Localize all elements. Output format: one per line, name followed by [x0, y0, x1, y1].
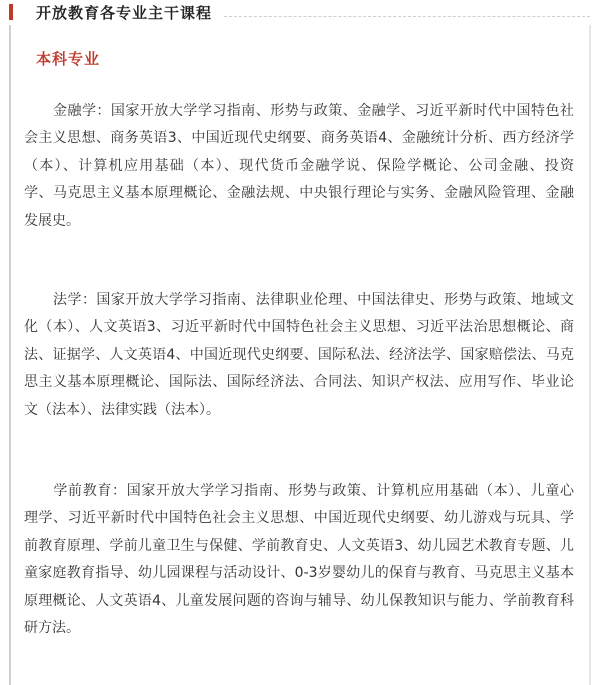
title-accent-mark [9, 4, 13, 20]
paragraph-line: 化（本）、人文英语3、习近平新时代中国特色社会主义思想、习近平法治思想概论、商 [24, 319, 574, 336]
paragraph-line: 学前教育：国家开放大学学习指南、形势与政策、计算机应用基础（本）、儿童心 [24, 483, 574, 499]
paragraph-line: 学、马克思主义基本原理概论、金融法规、中央银行理论与实务、金融风险管理、金融 [24, 185, 574, 202]
page-title: 开放教育各专业主干课程 [36, 4, 213, 22]
paragraph-preschool-education [24, 478, 574, 642]
header-divider [224, 16, 590, 17]
paragraph-line: 思主义基本原理概论、国际法、国际经济法、合同法、知识产权法、应用写作、毕业论 [24, 374, 574, 391]
paragraph-finance [24, 98, 574, 235]
paragraph-line: 法、证据学、人文英语4、中国近现代史纲要、国际私法、经济法学、国家赔偿法、马克 [24, 346, 574, 363]
paragraph-law [24, 287, 574, 424]
paragraph-line: 发展史。 [24, 212, 80, 229]
paragraph-line: 金融学：国家开放大学学习指南、形势与政策、金融学、习近平新时代中国特色社 [24, 103, 574, 119]
section-title: 本科专业 [36, 50, 101, 68]
paragraph-line: 理学、习近平新时代中国特色社会主义思想、中国近现代史纲要、幼儿游戏与玩具、学 [24, 510, 574, 527]
paragraph-line: （本）、计算机应用基础（本）、现代货币金融学说、保险学概论、公司金融、投资 [24, 157, 574, 174]
paragraph-line: 文（法本）、法律实践（法本）。 [24, 401, 220, 418]
paragraph-line: 法学：国家开放大学学习指南、法律职业伦理、中国法律史、形势与政策、地域文 [24, 292, 574, 308]
paragraph-line: 原理概论、人文英语4、儿童发展问题的咨询与辅导、幼儿保教知识与能力、学前教育科 [24, 592, 574, 609]
paragraph-line: 前教育原理、学前儿童卫生与保健、学前教育史、人文英语3、幼儿园艺术教育专题、儿 [24, 537, 574, 554]
paragraph-line: 童家庭教育指导、幼儿园课程与活动设计、0-3岁婴幼儿的保育与教育、马克思主义基本 [24, 565, 574, 582]
paragraph-line: 会主义思想、商务英语3、中国近现代史纲要、商务英语4、金融统计分析、西方经济学 [24, 130, 574, 147]
paragraph-line: 研方法。 [24, 620, 80, 637]
